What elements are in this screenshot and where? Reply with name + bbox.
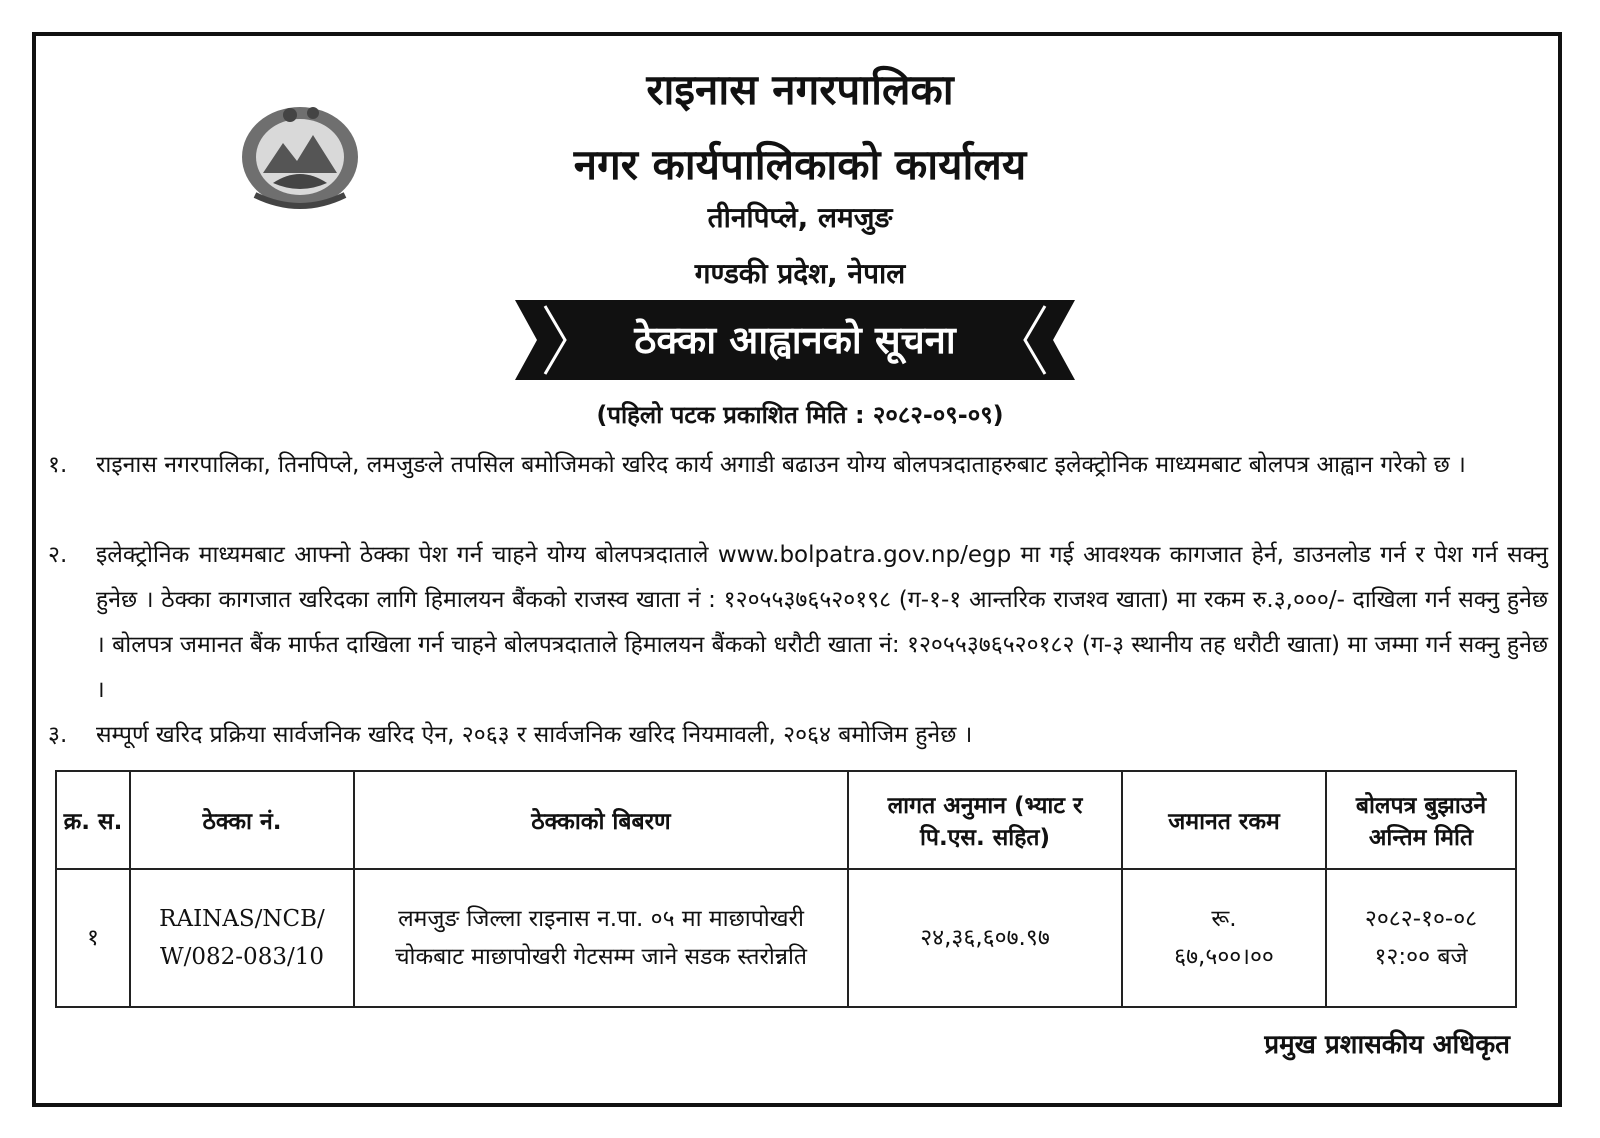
office-name: नगर कार्यपालिकाको कार्यालय [573, 140, 1027, 189]
cell-deadline [1326, 869, 1516, 1007]
cell-description: लमजुङ जिल्ला राइनास न.पा. ०५ मा माछापोखरी चोकबाट माछापोखरी गेटसम्म जाने सडक स्तरोन्नति [354, 869, 848, 1007]
tender-table [55, 770, 1517, 1008]
header-contract-no: ठेक्का नं. [130, 771, 354, 869]
security-value: ६७,५००।०० [1174, 944, 1274, 970]
deadline-time: १२:०० बजे [1374, 944, 1468, 970]
header-security-amount: जमानत रकम [1122, 771, 1326, 869]
table-header-row [56, 771, 1516, 869]
signatory-title: प्रमुख प्रशासकीय अधिकृत [1264, 1030, 1510, 1060]
deadline-date: २०८२-१०-०८ [1364, 906, 1478, 932]
paragraph-number: १. [48, 452, 68, 478]
table-row [56, 869, 1516, 1007]
paragraph-3 [48, 713, 1548, 758]
notice-title: ठेक्का आह्वानको सूचना [634, 318, 956, 362]
paragraph-1 [48, 443, 1548, 488]
paragraph-number: २. [48, 542, 68, 568]
cell-serial: १ [56, 869, 130, 1007]
security-currency: रू. [1211, 906, 1237, 932]
cell-cost-estimate: २४,३६,६०७.९७ [848, 869, 1122, 1007]
paragraph-2 [48, 533, 1548, 713]
header-description: ठेक्काको बिबरण [354, 771, 848, 869]
address-line-2: गण्डकी प्रदेश, नेपाल [694, 257, 906, 290]
paragraph-text: सम्पूर्ण खरिद प्रक्रिया सार्वजनिक खरिद ऐन, २०६३ र सार्वजनिक खरिद नियमावली, २०६४ बमोजिम हुनेछ । [96, 722, 973, 748]
address-line-1: तीनपिप्ले, लमजुङ [707, 201, 893, 234]
municipality-name: राइनास नगरपालिका [646, 65, 954, 114]
header-deadline: बोलपत्र बुझाउने अन्तिम मिति [1326, 771, 1516, 869]
header-cost-estimate: लागत अनुमान (भ्याट र पि.एस. सहित) [848, 771, 1122, 869]
publication-date: (पहिलो पटक प्रकाशित मिति : २०८२-०९-०९) [596, 401, 1004, 429]
cell-security-amount [1122, 869, 1326, 1007]
paragraph-number: ३. [48, 722, 68, 748]
header-serial: क्र. स. [56, 771, 130, 869]
paragraph-text: इलेक्ट्रोनिक माध्यमबाट आफ्नो ठेक्का पेश गर्न चाहने योग्य बोलपत्रदाताले www.bolpatra.gov.np/egp मा गई आवश्यक कागजात हेर्न, डाउनलोड गर्न र पेश गर्न सक्नु हुनेछ । ठेक्का कागजात खरिदका लागि हिमालयन बैंकको राजस्व खाता नं : १२०५५३७६५२०१९८ (ग-१-१ आन्तरिक राजश्व खाता) मा रकम रु.३,०००/- दाखिला गर्न सक्नु हुनेछ । बोलपत्र जमानत बैंक मार्फत दाखिला गर्न चाहने बोलपत्रदाताले हिमालयन बैंकको धरौटी खाता नं: १२०५५३७६५२०१८२ (ग-३ स्थानीय तह धरौटी खाता) मा जम्मा गर्न सक्नु हुनेछ । [96, 542, 1548, 703]
paragraph-text: राइनास नगरपालिका, तिनपिप्ले, लमजुङले तपसिल बमोजिमको खरिद कार्य अगाडी बढाउन योग्य बोलपत्रदाताहरुबाट इलेक्ट्रोनिक माध्यमबाट बोलपत्र आह्वान गरेको छ । [96, 452, 1466, 478]
cell-contract-no: RAINAS/NCB/ W/082-083/10 [130, 869, 354, 1007]
